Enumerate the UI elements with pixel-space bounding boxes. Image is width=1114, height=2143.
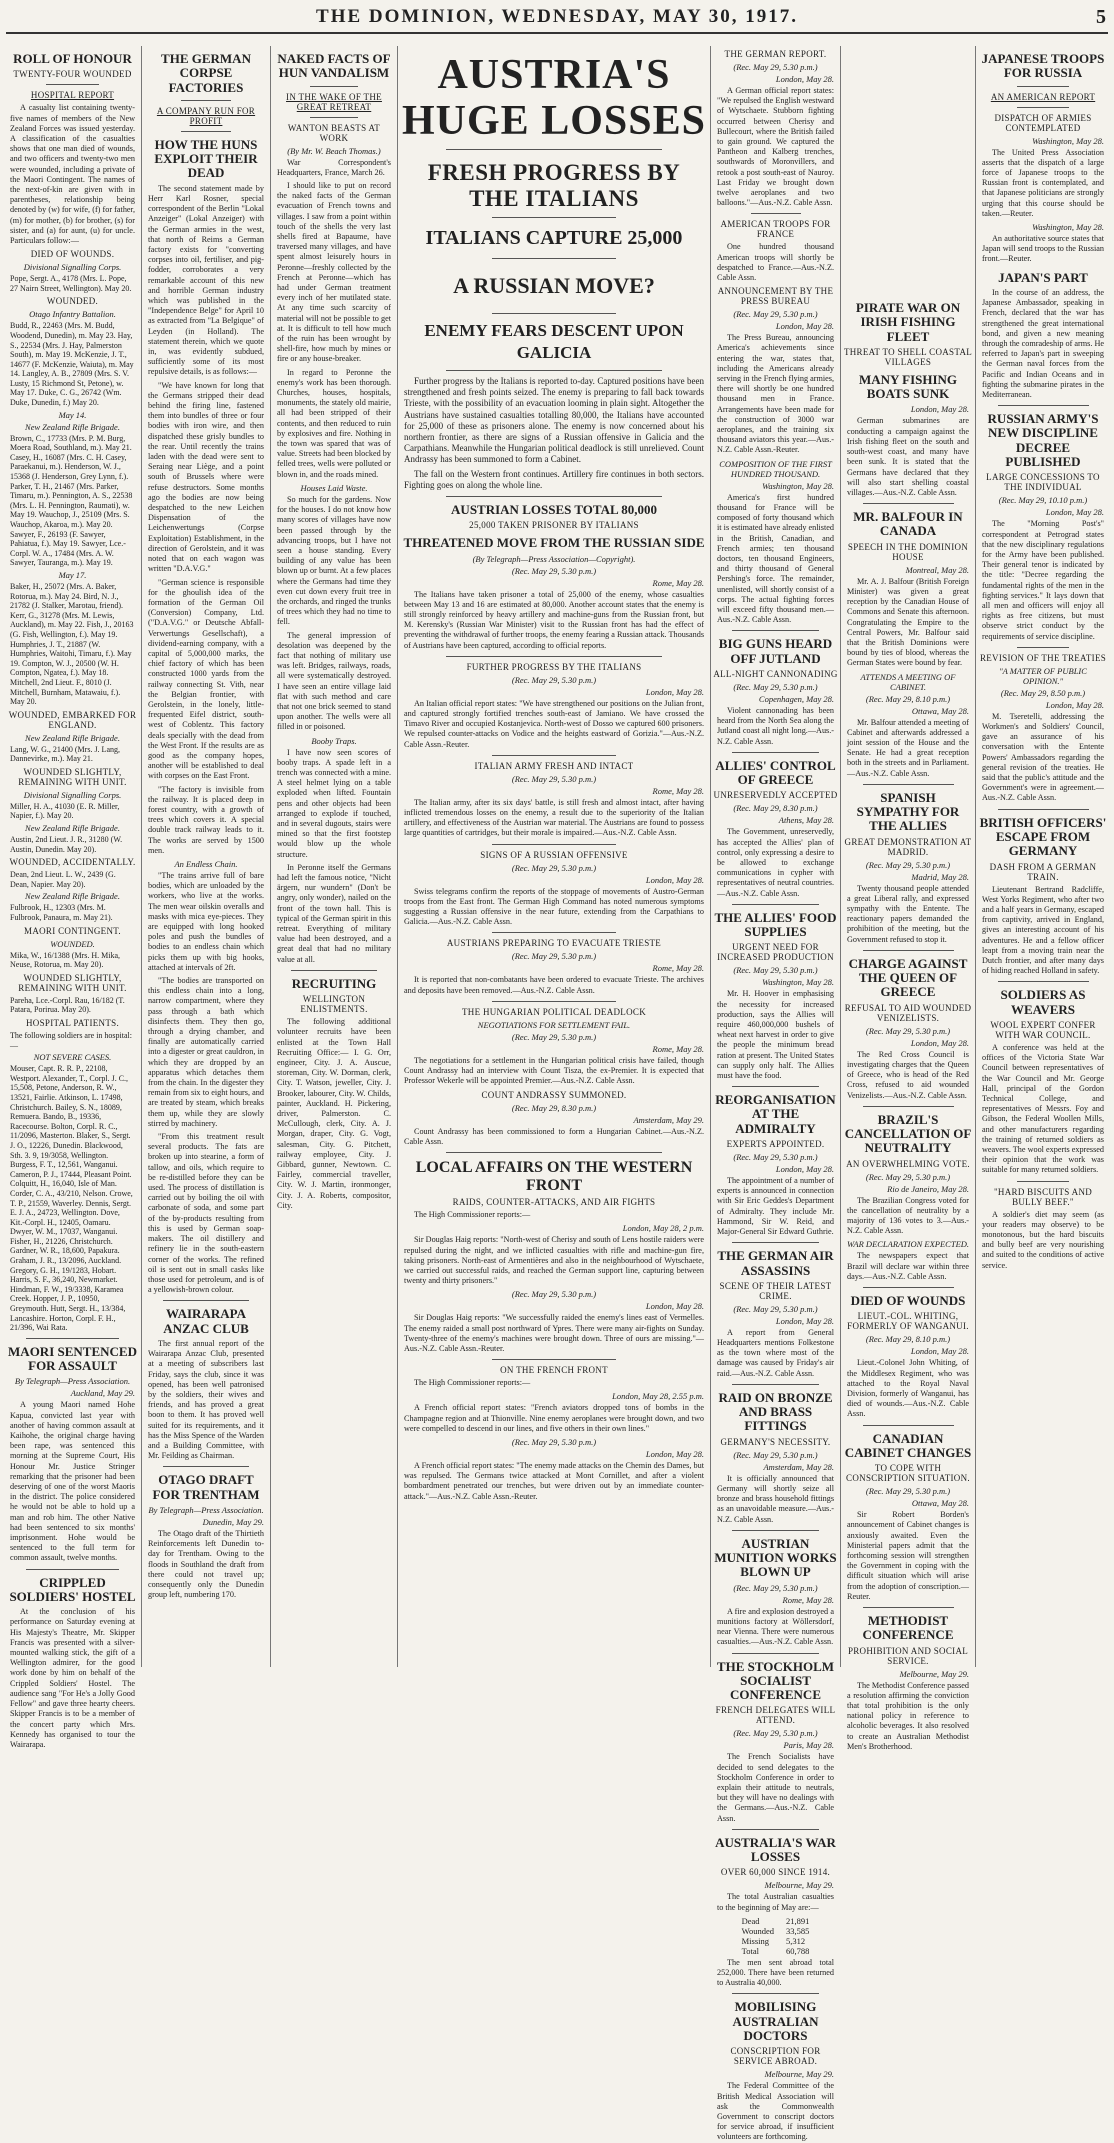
subheadline: THE GERMAN REPORT. [724,49,827,59]
dateline: London, May 28, 2.55 p.m. [612,1391,704,1402]
article-body: A casualty list containing twenty-five names of members of the New Zealand Forces was issued yesterday. A classification of the casualties shows that one man died of wounds, and two officers and twenty-two men were wounded, including a private of the Maori Contingent. The names of the next-of-kin are given with in parentheses, relationship being denoted by (w) for wife, (f) for father, (m) for mother, (b) for brother, (s) for sister, and (a) for aunt, (u) for uncle. Particulars follow:— [10,103,135,245]
headline: JAPAN'S PART [998,269,1088,285]
dateline: Washington, May 28. [1032,135,1104,146]
casualty-list: Budd, R., 22463 (Mrs. M. Budd, Woodend, Dunedin), m. May 23. Hay, S., 22534 (Mrs. J. Hay, Palmerston South), m. May 19. McKenzie, J. T., 14677 (F. McKenzie, Waiuta), m. May 14. Langley, A. B., 27809 (Mrs. S. V. Lusty, 15 Richmond St, Petone), w. May 17. Duke, C. G., 26742 (Wm. Duke, Dunedin, f.) May 20. [10,321,134,408]
unit-label: Divisional Signalling Corps. [23,789,122,800]
article-body: "German science is responsible for the ghoulish idea of the formation of the German Oil (Conversion) Company, Ltd. ("D.A.V.G." or Deutsche Abfall-Verwertungs Gesellschaft), a dividend-earning company, with a capital of 5,000,000 marks, the chief factory of which has been constructed 1000 yards from the railway connecting St. Vith, near the Belgian frontier, with Gerolstein, in the lonely, little-frequented Eifel district, south-west of Coblentz. This factory deals specially with the dead from the West Front. If the results are as good as the company hopes, another will be established to deal with corpses on the East Front. [148,577,264,781]
column-7 [978,46,1108,1667]
section-subhead: ATTENDS A MEETING OF CABINET. [860,671,956,692]
table-cell: Missing [741,1935,770,1946]
article-body: Violent cannonading has been heard from the North Sea along the Jutland coast all night long.—Aus.-N.Z. Cable Assn. [717,705,834,746]
received-time: (Rec. May 29, 5.30 p.m.) [733,62,818,72]
article-body: America's first hundred thousand for France will be composed of forty thousand which it is estimated have already enlisted in the British, Canadian, and French armies; ten thousand doctors, ten thousand Engineers, and thirty thousand of General Pershing's force. The remainder, unenlisted, will shortly consist of a corps. The actual fighting forces will exceed fifty thousand men.—Aus.-N.Z. Cable Assn. [717,492,834,625]
headline: OTAGO DRAFT FOR TRENTHAM [152,1472,260,1502]
table-cell: Wounded [741,1925,774,1936]
article-body: In the course of an address, the Japanese Ambassador, speaking in French, declared that the war has strengthened the great international bond, and given a new meaning through the comradeship of arms. He referred to Japan's part in sweeping the German naval forces from the Pacific and Indian Oceans and in fighting the submarine pirates in the Mediterranean. [982,287,1104,399]
section-subhead: Houses Laid Waste. [300,482,368,493]
received-time: (Rec. May 29, 5.30 p.m.) [865,1486,951,1497]
subheadline: A COMPANY RUN FOR PROFIT [156,105,256,126]
dateline: London, May 28. [775,321,834,332]
headline: THREATENED MOVE FROM THE RUSSIAN SIDE [403,535,705,551]
table-row [736,1916,816,1926]
article-body: The Otago draft of the Thirtieth Reinforcements left Dunedin to-day for Trentham. Owing to the floods in Southland the draft from there could not travel up; consequently only the Dunedin group left, numbering 170. [148,1528,264,1600]
dateline: Rome, May 28. [782,1594,834,1605]
column-5 [713,46,838,2142]
dateline: Montreal, May 28. [905,564,969,575]
dateline: Athens, May 28. [778,815,834,826]
article-body: The following additional volunteer recruits have been enlisted at the Town Hall Recruiting Office:— I. G. Orr, engineer, City. J. A. Auscue, storeman, City. W. Dorman, clerk, City. T. Watson, jeweller, City. J. Brooker, labourer, City. W. Childs, painter, Auckland. H. Pickering, driver, Palmerston. C. McCullough, clerk, City. A. J. Morgan, draper, City. G. Vogt, salesman, City. G. Pitchett, railway employee, City. J. Gibbard, gunner, Newtown. C. Fairley, commercial traveller, City. W. J. Martin, ironmonger, City. J. A. Roberts, compositor, City. [277,1017,391,1210]
article-body: The appointment of a number of experts is announced in connection with Sir Eric Geddes's Department of Admiralty. They include Mr. Hammond, Sir W. Reid, and Major-General Sir Edward Guthrie. [717,1176,834,1237]
headline: BRAZIL'S CANCELLATION OF NEUTRALITY [844,1111,972,1156]
article-body: German submarines are conducting a campaign against the Irish fishing fleet on the south and south-west coast, and many have been sunk. It is stated that the Germans have declared that they will also start shelling coastal villages.—Aus.-N.Z. Cable Assn. [847,416,969,497]
article-body: "The factory is invisible from the railway. It is placed deep in forest country, with a growth of trees which covers it. A special double track railway leads to it. The works are served by 1500 men. [148,784,264,855]
dateline: Rio de Janeiro, May 28. [887,1183,969,1194]
headline: METHODIST CONFERENCE [862,1613,954,1643]
unit-label: WOUNDED. [50,938,95,949]
column-divider [840,46,841,1667]
subheadline: UNRESERVEDLY ACCEPTED [713,790,838,801]
casualty-list: Brown, C., 17733 (Mrs. P. M. Burg, Moera Road, Southland, m.). May 21. Casey, H., 16087 (Mrs. C. H. Casey, Paraekanui, m.). Henderson, W. J., 15368 (J. Henderson, Grey Lynn, f.). Parker, T. H., 21467 (Mrs. Parker, Timaru, m.). Pennington, A. S., 22538 (Mrs. L. H. Pennington, Raumati), w. May 19. Wauchop, J., 25109 (Mrs. S. Wauchop, Akaroa, m.). May 20. Sawyer, F., 26193 (F. Sawyer, Pahiatua, f.). May 19. Sawyer, Lce.-Corpl. W. A., 17484 (Mrs. A. W. Sawyer, Tauranga, m.). May 19. [10,433,133,568]
received-time: (Rec. May 29, 5.30 p.m.) [733,965,818,976]
dateline: London, May 28. [1045,507,1104,518]
subheadline: COUNT ANDRASSY SUMMONED. [481,1089,627,1100]
received-time: (Rec. May 29, 5.30 p.m.) [733,1303,818,1314]
headline: JAPANESE TROOPS FOR RUSSIA [981,51,1105,81]
subheadline: SIGNS OF A RUSSIAN OFFENSIVE [480,849,628,860]
article-body: I have now seen scores of booby traps. A spade left in a trench was connected with a mine. A steel helmet lying on a table exploded when lifted. Fountain pens and other objects had been arranged to explode if touched, and in several dugouts, stairs were mined so that the first footstep would blow up the whole structure. [277,747,391,859]
article-body: The Government, unreservedly, has accepted the Allies' plan of control, only expressing a desire to be allowed to exchange communications in cypher with representatives of neutral countries.—Aus.-N.Z. Cable Assn. [717,827,834,898]
column-divider [710,46,711,1667]
article-body: The French Socialists have decided to send delegates to the Stockholm Conference in order to explain their attitude to neutrals, but they will have no dealings with the Germans.—Aus.-N.Z. Cable Assn. [717,1752,834,1823]
patient-list: Mouser, Capt. R. R. P., 22108, Westport. Alexander, T., Corpl. J. C., 15,508, Petone, Anderson, R. W., 13521, Fairlie. Atkinson, L. 17498, Christchurch. Bailey, S. N., 18089, Remuera. Bando, B., 19336, Racecourse. Bolton, Corpl. R. C., 11/2096, Masterton. Blaker, S., Sergt. J. O., 12226, Dunedin. Blackwood, Sth. 3. 9, 19/3058, Wellington. Burgess, F. T., 12,561, Wanganui. Cameron, P. J., 17444, Pleasant Point. Colquitt, H., 16,040, Isle of Man. Corder, C. A., 43/210, Nelson. Crowe, T. P., 21559, Waverley. Dennis, Sergt. E. J. A., 24723, Wellington. Dove, Kit.-Corpl. H., 12405, Oamaru. Dwyer, W. M., 17037, Wanganui. Fisher, H., 21226, Christchurch. Gardner, W. R., 18,600, Papakura. Graham, J. R., 13/2096, Auckland. Gregory, G. H., 19/1283, Hobart. Harris, S. F., 36,240, Newmarket. Hindman, F. W., 19/3338, Karamea Creek. Hopper, J. P., 10950, Greymouth. Hutt, Sergt. H., 13/384, Lancashire. Horton, Corpl. F. H., 21/396, Wai Rata. [10,1064,133,1333]
subheadline: AN OVERWHELMING VOTE. [846,1158,970,1169]
subheadline: URGENT NEED FOR INCREASED PRODUCTION [717,942,834,963]
dateline: Melbourne, May 29. [764,2069,834,2080]
subheadline: HOSPITAL REPORT [30,90,115,101]
dateline: London, May 28. [910,404,969,415]
section-heading: MAORI CONTINGENT. [24,925,121,936]
headline: ROLL OF HONOUR [13,51,132,66]
received-time: (Rec. May 29, 8.10 p.m.) [865,693,951,704]
section-heading: WOUNDED SLIGHTLY, REMAINING WITH UNIT. [18,972,127,993]
dateline: Rome, May 28. [652,785,704,796]
article-body: A French official report states: "French aviators dropped tons of bombs in the Champagne region and at Thionville. Nine enemy aeroplanes were brought down, and two were compelled to descend in our lines, and five others in their own lines." [404,1403,704,1433]
column-divider [141,46,142,1667]
table-row [736,1926,816,1936]
dateline: Washington, May 28. [1032,222,1104,233]
headline: WAIRARAPA ANZAC CLUB [163,1306,249,1336]
article-body: The Federal Committee of the British Medical Association will ask the Commonwealth Government to conscript doctors for service abroad, if insufficient volunteers are forthcoming. [717,2081,834,2142]
table-cell: 21,891 [786,1915,810,1926]
article-body: A French official report states: "The enemy made attacks on the Chemin des Dames, but was repulsed. The Germans twice attacked at Mont Cornillet, and after a violent bombardment penetrated our trenches, but were driven out by an immediate counter-attack."—Aus.-N.Z. Cable Assn.-Reuter. [404,1460,704,1501]
subheadline: ITALIAN ARMY FRESH AND INTACT [474,760,634,771]
headline: DIED OF WOUNDS [850,1293,966,1309]
received-time: (Rec. May 29, 5.30 p.m.) [511,1289,597,1300]
subheadline: SCENE OF THEIR LATEST CRIME. [719,1280,832,1301]
section-subhead: Booby Traps. [311,735,357,746]
dateline: London, May 28, 2 p.m. [622,1223,704,1234]
dateline: Washington, May 28. [762,977,834,988]
received-time: (Rec. May 29, 5.30 p.m.) [865,859,951,870]
column-6 [843,295,973,1751]
dateline: Melbourne, May 29. [899,1668,969,1679]
dateline: London, May 28. [645,686,704,697]
article-body: "We have known for long that the Germans stripped their dead behind the firing line, fastened them into bundles of three or four bodies with iron wire, and then dispatched these grisly bundles to the rear. Until recently the trains laden with the dead were sent to Seraing near Liège, and a point south of Brussels where were refuse destructors. Some months ago the bodies are now being despatched to the new Leichen Dispensation of the Leichenwertungs (Corpse Exploitation) Establishment, in the direction of Gerolstein, and it was noted that on each wagon was written "D.A.V.G." [148,380,264,574]
section-subhead: WAR DECLARATION EXPECTED. [846,1239,970,1250]
subheadline: FURTHER PROGRESS BY THE ITALIANS [466,661,642,672]
subheadline: EXPERTS APPOINTED. [726,1139,825,1150]
dateline: Melbourne, May 29. [764,1880,834,1891]
date-label: May 14. [58,409,87,420]
headline: MAORI SENTENCED FOR ASSAULT [8,1343,137,1374]
headline: RAID ON BRONZE AND BRASS FITTINGS [718,1389,833,1434]
subheadline: AUSTRIANS PREPARING TO EVACUATE TRIESTE [446,938,662,949]
article-body: A soldier's diet may seem (as your readers may observe) to be monotonous, but the hard biscuits and bully beef are very nourishing and suited to the conditions of active service. [982,1209,1104,1270]
headline: REORGANISATION AT THE ADMIRALTY [715,1092,836,1136]
headline: AUSTRIAN LOSSES TOTAL 80,000 [451,502,657,518]
article-body: The men sent abroad total 252,000. There have been returned to Australia 40,000. [717,1957,834,1988]
article-body: The United Press Association asserts that the dispatch of a large force of Japanese troops to the Russian front is contemplated, and that Japanese politicians are strongly urging that this course should be taken.—Reuter. [982,147,1104,218]
intro-text: The following soldiers are in hospital:— [10,1031,132,1050]
subheadline: WELLINGTON ENLISTMENTS. [300,994,368,1015]
unit-label: New Zealand Rifle Brigade. [25,891,120,902]
dateline: Madrid, May 28. [911,871,969,882]
casualty-list: Miller, H. A., 41030 (E. R. Miller, Napier, f.). May 20. [10,801,120,821]
subheadline: ALL-NIGHT CANNONADING [713,668,838,679]
headline: PIRATE WAR ON IRISH FISHING FLEET [855,300,961,344]
casualty-list: Dean, 2nd Lieut. L. W., 2439 (G. Dean, Napier. May 20). [10,870,116,889]
subheadline: WANTON BEASTS AT WORK [287,122,381,143]
received-time: (Rec. May 29, 5.30 p.m.) [733,681,818,692]
headline: ENEMY FEARS DESCENT UPON GALICIA [424,321,684,362]
received-time: (Rec. May 29, 5.30 p.m.) [865,1025,951,1036]
dateline: London, May 28. [1045,699,1104,710]
article-body: The second statement made by Herr Karl Rosner, special correspondent of the Berlin "Lokal Anzeiger" (Lokal Anzeiger) with the German armies in the west, that north of Reims a German factory exists for "converting corpses into oil, fertiliser, and pig-fodder, corroborates a very remarkable account of this new and horrible German industry which was published in the "Independence Belge" for April 10 as extracted from "La Belgique" of Leyden (in Holland). The statement therein, which we quote in, was evidently subdued, sufficiently some of its most repulsive details, is as follows:— [148,183,264,377]
subheadline: WOOL EXPERT CONFER WITH WAR COUNCIL. [990,1019,1096,1040]
dateline: London, May 28. [910,1037,969,1048]
article-body: Count Andrassy has been commissioned to form a Hungarian Cabinet.—Aus.-N.Z. Cable Assn. [404,1126,704,1146]
dateline: Ottawa, May 28. [911,705,969,716]
subheadline: GREAT DEMONSTRATION AT MADRID. [844,836,972,857]
headline: CANADIAN CABINET CHANGES [844,1430,972,1460]
received-time: (Rec. May 29, 5.30 p.m.) [865,1171,951,1182]
table-row [736,1936,816,1946]
article-body: The High Commissioner reports:— [414,1210,531,1220]
casualty-list: Fulbrook, H., 12303 (Mrs. M. Fulbrook, Panaura, m. May 21). [10,903,113,923]
headline: RECRUITING [291,975,377,991]
headline: MOBILISING AUSTRALIAN DOCTORS [732,1999,819,2044]
article-body: At the conclusion of his performance on Saturday evening at His Majesty's Theatre, Mr. Skipper Francis was presented with a silver-mounted walking stick, the gift of a Wellington admirer, for the good work done by him on behalf of the Crippled Soldiers' Hostel. The audience sang "For He's a Jolly Good Fellow" and gave three hearty cheers. Skipper Francis is to be a member of the concert party which Mrs. Kennedy has organised to tour the Wairarapa. [10,1607,135,1749]
headline: SOLDIERS AS WEAVERS [1000,987,1086,1017]
received-time: (Rec. May 29, 5.30 p.m.) [733,1728,818,1739]
unit-label: Otago Infantry Battalion. [29,309,116,320]
article-body: Twenty thousand people attended a great Liberal rally, and expressed sympathy with the Entente. The reactionary papers demanded the prohibition of the meeting, but the Government refused to stop it. [847,883,969,944]
headline: MR. BALFOUR IN CANADA [853,509,963,539]
article-body: War Correspondent's Headquarters, France, March 26. [277,157,391,177]
table-cell: Total [741,1945,759,1956]
dateline: London, May 28. [645,1301,704,1312]
date-label: May 17. [58,569,87,580]
article-body: Lieut.-Colonel John Whiting, of the Middlesex Regiment, who was attached to the Royal Naval Division, formerly of Wanganui, has died of wounds.—Aus.-N.Z. Cable Assn. [847,1358,969,1419]
headline: RUSSIAN ARMY'S NEW DISCIPLINE DECREE PUBLISHED [987,411,1099,470]
headline: MANY FISHING BOATS SUNK [858,371,958,402]
subheadline: SPEECH IN THE DOMINION HOUSE [847,541,969,562]
article-body: Mr. H. Hoover in emphasising the necessity for increased production, says the Allies will require 460,000,000 bushels of wheat next harvest in order to give the people the minimum bread ration at present. The United States can supply only half. The Allies must have the food. [717,989,834,1080]
casualty-list: Pareha, Lce.-Corpl. Rau, 16/182 (T. Patara, Porirua. May 20). [10,995,125,1015]
byline: (By Telegraph—Press Association—Copyright). [472,553,636,564]
section-heading: WOUNDED. [46,296,99,307]
casualty-list: Lang, W. G., 21400 (Mrs. J. Lang, Dannevirke, m.). May 21. [10,744,120,764]
received-time: (Rec. May 29, 5.30 p.m.) [511,862,597,873]
headline: BIG GUNS HEARD OFF JUTLAND [718,636,833,666]
byline: (By Mr. W. Beach Thomas.) [287,145,381,156]
subheadline: RAIDS, COUNTER-ATTACKS, AND AIR FIGHTS [452,1197,656,1208]
article-body: It is reported that non-combatants have been ordered to evacuate Trieste. The archives and deposits have been removed.—Aus.-N.Z. Cable Assn. [404,975,704,995]
headline: AUSTRIAN MUNITION WORKS BLOWN UP [714,1535,837,1580]
subheadline: AMERICAN TROOPS FOR FRANCE [720,219,831,240]
unit-label: New Zealand Rifle Brigade. [25,421,120,432]
subheadline: FRENCH DELEGATES WILL ATTEND. [715,1705,836,1726]
received-time: (Rec. May 29, 5.30 p.m.) [733,1582,818,1593]
subheadline: LARGE CONCESSIONS TO THE INDIVIDUAL [986,472,1100,493]
headline: ALLIES' CONTROL OF GREECE [715,757,836,788]
headline: HOW THE HUNS EXPLOIT THEIR DEAD [154,136,258,181]
center-feature [400,46,708,1667]
article-body: The Brazilian Congress voted for the cancellation of neutrality by a majority of 136 votes to 3.—Aus.-N.Z. Cable Assn. [847,1195,969,1236]
subheadline: LIEUT.-COL. WHITING, FORMERLY OF WANGANUI. [847,1311,969,1332]
headline: THE GERMAN CORPSE FACTORIES [161,51,251,95]
section-subhead: COMPOSITION OF THE FIRST HUNDRED THOUSAND. [719,458,832,479]
casualty-list: Mika, W., 16/1388 (Mrs. H. Mika, Neuse, Rotorua, m. May 20). [10,950,120,970]
dateline: Paris, May 28. [783,1740,834,1751]
article-body: A young Maori named Hohe Kapua, convicted last year with another of having common assault at Kaihohe, the original charge having been rape, was sentenced this morning at the Supreme Court, His Honour Mr. Justice Stringer remarking that the prisoner had been deserving of one of the worst Maoris in the district. The police considered he would not be able to hold up a man and rob him. The other Native had been sentenced to six months' imprisonment. Hohe would be sentenced to the full term for common assault, twelve months. [10,1400,135,1563]
article-body: The Red Cross Council is investigating charges that the Queen of Greece, who is head of the Red Cross, refused to aid wounded Venizelists.—Aus.-N.Z. Cable Assn. [847,1049,969,1100]
headline: A RUSSIAN MOVE? [453,273,655,298]
article-body: Mr. A. J. Balfour (British Foreign Minister) was given a great reception by the Canadian House of Commons and Senate this afternoon. Congratulating the Empire to the Central Powers, Mr. Balfour said that the British Dominions were bound by ties of blood, whereas the German States were bound by fear. [847,576,969,668]
subheadline: DISPATCH OF ARMIES CONTEMPLATED [994,112,1092,133]
article-body: One hundred thousand American troops will shortly be despatched to France.—Aus.-N.Z. Cable Assn. [717,242,834,283]
casualty-list: Austin, 2nd Lieut. J. R., 31280 (W. Austin, Dunedin. May 20). [10,835,123,854]
page-number: 5 [1096,6,1106,28]
headline: CHARGE AGAINST THE QUEEN OF GREECE [848,955,968,1000]
subheadline: TWENTY-FOUR WOUNDED [13,69,132,80]
article-body: An Italian official report states: "We have strengthened our positions on the Julian front, and captured strongly fortified trenches south-east of Jamiano. We have crossed the Timavo River and occupied Kostanjevica. North-west of Dosso we captured 600 prisoners. We repulsed counter-attacks on Vodice and the heights eastward of Gorizia."—Aus.-N.Z. Cable Assn.-Reuter. [404,698,704,749]
article-body: Mr. Balfour attended a meeting of Cabinet and afterwards addressed a joint session of the House and the Senate. He had a great reception both in the streets and in Parliament.—Aus.-N.Z. Cable Assn. [847,717,969,778]
article-body: The Methodist Conference passed a resolution affirming the conviction that total prohibition is the only national policy in reference to alcoholic beverages. It also resolved to create an Australian Methodist Men's Brotherhood. [847,1680,969,1751]
article-body: The Italian army, after its six days' battle, is still fresh and almost intact, after having inflicted tremendous losses on the enemy, a result due to the superiority of the Italian artillery, and effectiveness of the Austrian war material. The Austrians are found to possess large quantities of cartridges, but their morale is impaired.—Aus.-N.Z. Cable Assn. [404,797,704,838]
subheadline: THREAT TO SHELL COASTAL VILLAGES [843,346,973,367]
article-body: The general impression of desolation was deepened by the fact that nothing of military use was left. Bridges, railways, roads, all were systematically destroyed. I have seen an entire village laid flat with such method and care that not one brick seemed to stand upon another. The wells were all filled in or poisoned. [277,630,391,732]
section-heading: WOUNDED SLIGHTLY, REMAINING WITH UNIT. [18,766,127,787]
article-body: Swiss telegrams confirm the reports of the stoppage of movements of Austro-German troops from the East front. The German High Command has noted numerous symptoms suggesting a Russian offensive in the near future, extending from the Carpathians to Galicia.—Aus.-N.Z. Cable Assn. [404,886,704,927]
article-body: M. Tseretelli, addressing the Workmen's and Soldiers' Council, gave an assurance of his conversation with the Entente Powers' Ambassadors regarding the general revision of the treaties. He said that the public's attitude and the Government's were in agreement.—Aus.-N.Z. Cable Assn. [982,711,1104,803]
subheadline: "HARD BISCUITS AND BULLY BEEF." [993,1186,1093,1207]
headline: THE GERMAN AIR ASSASSINS [717,1248,834,1278]
main-headline: AUSTRIA'S HUGE LOSSES [402,52,706,144]
headline: FRESH PROGRESS BY THE ITALIANS [427,160,681,211]
casualty-table [736,1916,816,1956]
received-time: (Rec. May 29, 5.30 p.m.) [733,1449,818,1460]
section-subhead: An Endless Chain. [174,858,238,869]
section-heading: DIED OF WOUNDS. [30,249,115,260]
dateline: Rome, May 28. [652,963,704,974]
dateline: London, May 28. [910,1346,969,1357]
table-cell: 60,788 [786,1945,810,1956]
article-body: A conference was held at the offices of the Victoria State War Council between representatives of the War Council and Mr. George Hall, principal of the Gordon Technical College, and representatives of Messrs. Foy and Gibson, the Federal Woollen Mills, and other manufacturers regarding the training of returned soldiers as weavers. The wool experts expressed their opinion that the work was suitable for many returned soldiers. [982,1042,1104,1175]
subheadline: AN AMERICAN REPORT [990,91,1096,102]
article-body: In regard to Peronne the enemy's work has been thorough. Churches, houses, hospitals, monuments, the stately old mairie, all had been stripped of their contents, and then reduced to ruin by explosives and fire. Nothing in the town was spared that was of value. Streets had been blocked by felled trees, wells were polluted or blown in, and the roads mined. [277,367,391,479]
subheadline: OVER 60,000 SINCE 1914. [720,1867,831,1878]
received-time: (Rec. May 29, 5.30 p.m.) [511,565,597,576]
byline: By Telegraph—Press Association. [14,1376,131,1387]
article-body: "The bodies are transported on this endless chain into a long, narrow compartment, where they pass through a bath which disinfects them. They then go, through a drying chamber, and finally are automatically carried into a digester or great cauldron, in which they are dropped by an apparatus which detaches them from the chain. In the digester they remain from six to eight hours, and are treated by steam, which breaks them up, while they are slowly stirred by machinery. [148,976,264,1128]
unit-label: NOT SEVERE CASES. [33,1052,112,1063]
received-time: (Rec. May 29, 8.30 p.m.) [733,803,818,814]
headline: SPANISH SYMPATHY FOR THE ALLIES [856,789,960,834]
headline: THE STOCKHOLM SOCIALIST CONFERENCE [716,1658,835,1703]
section-heading: WOUNDED, ACCIDENTALLY. [9,857,136,868]
column-divider [397,46,398,1667]
article-body: An authoritative source states that Japan will send troops to the Russian front.—Reuter. [982,234,1104,264]
byline: By Telegraph—Press Association. [148,1504,264,1515]
article-body: The High Commissioner reports:— [414,1378,531,1388]
section-subhead: "A MATTER OF PUBLIC OPINION." [999,665,1087,686]
dateline: Ottawa, May 28. [911,1498,969,1509]
subheadline: THE HUNGARIAN POLITICAL DEADLOCK [462,1006,646,1017]
article-body: The fall on the Western front continues. Artillery fire continues in both sectors. Fighting goes on along the whole line. [404,468,704,490]
article-body: The first annual report of the Wairarapa Anzac Club, presented at a meeting of subscribers last Friday, says the club, since it was opened, has been well patronised by the soldiers, their wives and friends, and has proved a great boon to them. It has proved well suited for its requirements, and it has the Miss Spence of the Warden and a Building Committee, with Mr. Feilding as Chairman. [148,1338,264,1461]
dateline: Auckland, May 29. [70,1388,135,1399]
article-body: Lieutenant Bertrand Radcliffe, West Yorks Regiment, who after two and a half years in Germany, escaped from captivity, arrived in England, gives an interesting account of his adventures. He and a fellow officer leapt from a moving train near the Dutch frontier, and after many days of hiding reached Holland in safety. [982,884,1104,976]
article-body: Further progress by the Italians is reported to-day. Captured positions have been strengthened and fresh points seized. The enemy is preparing to fall back towards Trieste, with the possibility of an evacuation looming in plain sight. Altogether the Austrians have sustained casualties totalling 80,000, the Italians have accounted for 25,000 of these as prisoners alone. The enemy is now concerned about his northern frontier, as there are signs of a Russian offensive in Galicia and the Carpathians. Meanwhile the Hungarian political deadlock is still unrelieved. Count Andrassy has been summoned to form a Cabinet. [404,376,704,465]
dateline: Rome, May 28. [652,1043,704,1054]
received-time: (Rec. May 29, 5.30 p.m.) [511,1031,597,1042]
received-time: (Rec. May 29, 10.10 p.m.) [998,495,1088,506]
article-body: Sir Robert Borden's announcement of Cabinet changes is anxiously awaited. Even the Ministerial papers admit that the forthcoming session will strengthen the Government in coping with the difficult situation which will arise from the adoption of conscription.—Reuter. [847,1510,969,1601]
article-body: So much for the gardens. Now for the houses. I do not know how many scores of villages have now been passed through by the advancing troops, but I have not seen a house standing. Every building of any value has been blown up or burnt. At a few places where the Germans had time they even cut down every fruit tree in the orchards, and ringed the trunks of trees which they had no time to fell. [277,494,391,627]
received-time: (Rec. May 29, 5.30 p.m.) [511,773,597,784]
subheadline: REVISION OF THE TREATIES [979,652,1107,663]
article-body: "From this treatment result several products. The fats are broken up into stearine, a form of tallow, and oils, which require to be re-distilled before they can be used. The process of distillation is carried out by boiling the oil with carbonate of soda, and some part of the by-products resulting from this is used by German soap-makers. The oil distillery and refinery lie in the south-eastern corner of the works. The refined oil is sent out in small casks like those used for petroleum, and is of a yellowish-brown colour. [148,1132,264,1295]
received-time: (Rec. May 29, 8.30 p.m.) [511,1102,597,1113]
received-time: (Rec. May 29, 8.10 p.m.) [865,1334,951,1345]
received-time: (Rec. May 29, 5.30 p.m.) [511,674,597,685]
dateline: Amsterdam, May 28. [763,1461,834,1472]
dateline: Dunedin, May 29. [202,1516,264,1527]
section-heading: HOSPITAL PATIENTS. [25,1018,120,1029]
dateline: London, May 28. [645,874,704,885]
section-heading: WOUNDED, EMBARKED FOR ENGLAND. [8,709,137,730]
dateline: London, May 28. [775,1315,834,1326]
unit-label: New Zealand Rifle Brigade. [25,823,120,834]
subheadline: GERMANY'S NECESSITY. [720,1436,831,1447]
subheadline: PROHIBITION AND SOCIAL SERVICE. [847,1645,969,1666]
headline: NAKED FACTS OF HUN VANDALISM [277,51,391,81]
column-2 [144,46,268,1667]
headline: BRITISH OFFICERS' ESCAPE FROM GERMANY [979,814,1107,859]
article-body: A report from General Headquarters mentions Folkestone as the town where most of the damage was caused by Friday's air raid.—Aus.-N.Z. Cable Assn. [717,1327,834,1378]
dateline: London, May 28. [775,74,834,84]
article-body: A German official report states: "We repulsed the English westward of Wytschaete. Stubborn fighting occurred between Cherisy and Bullecourt, where the British failed to gain ground. We captured the Pantheon and Kalberg trenches, southwards of Moronvillers, and retook a post south-east of Nauroy. Last Friday we brought down twelve aeroplanes and two balloons."—Aus.-N.Z. Cable Assn. [717,86,834,208]
masthead [0,4,1114,30]
column-divider [270,46,271,1667]
article-body: The "Morning Post's" correspondent at Petrograd states that the new disciplinary regulations for the Army have been published. Their general tenor is indicated by the title: "Decree regarding the fundamental rights of the men in the fighting services." It lays down that all men and officers will enjoy all rights as free citizens, but must observe strict conduct by the requirements of service discipline. [982,519,1104,641]
article-body: The total Australian casualties to the beginning of May are:— [717,1892,834,1912]
subheadline: 25,000 TAKEN PRISONER BY ITALIANS [469,520,639,531]
masthead-title: THE DOMINION, WEDNESDAY, MAY 30, 1917. [316,6,798,27]
table-cell: 33,585 [786,1925,810,1936]
column-1 [6,46,139,1749]
received-time: (Rec. May 29, 5.30 p.m.) [733,1152,818,1163]
casualty-list: Baker, H., 25072 (Mrs. A. Baker, Rotorua, m.). May 24. Bird, N. J., 21782 (J. Stalker, Marotau, friend). Kerr, G., 31278 (Mrs. M. Lewis, Auckland), m. May 22. Fish, J., 20163 (G. Fish, Wellington, f.). May 19. Humphries, J. T., 21887 (W. Humphries, Waitohi, Timaru, f.). May 19. Compton, W. J., 20500 (W. H. Compton, Ngatea, f.). May 18. Mitchell, 2nd Lieut. F., 8010 (J. Mitchell, Burnham, Matawaiu, f.). May 20. [10,581,134,707]
casualty-list: Pope, Sergt. A., 4178 (Mrs. L. Pope, 27 Nairn Street, Wellington). May 20. [10,274,132,293]
dateline: Amsterdam, May 29. [633,1114,704,1125]
subheadline: ON THE FRENCH FRONT [500,1365,608,1376]
subheadline: ANNOUNCEMENT BY THE PRESS BUREAU [717,286,834,307]
column-divider [975,46,976,1667]
dateline: Washington, May 28. [762,480,834,491]
subheadline: TO COPE WITH CONSCRIPTION SITUATION. [846,1463,970,1484]
dateline: London, May 28. [645,1448,704,1459]
unit-label: New Zealand Rifle Brigade. [25,732,120,743]
subheadline: IN THE WAKE OF THE GREAT RETREAT [286,91,382,112]
article-body: The Press Bureau, announcing America's achievements since entering the war, states that, including the Americans already serving in the French flying armies, there will shortly be one hundred thousand men in France. Arrangements have been made for the construction of 3000 war aeroplanes, and the training six thousand aviators this year.—Aus.-N.Z. Cable Assn.-Reuter. [717,333,834,455]
dateline: Copenhagen, May 28. [758,693,834,704]
subheadline: DASH FROM A GERMAN TRAIN. [989,861,1097,882]
article-body: The Italians have taken prisoner a total of 25,000 of the enemy, whose casualties between May 13 and 16 are estimated at 80,000. Another account states that the enemy is still strongly reinforced by heavy artillery and machine-guns from the Russian front, but M. Kerensky's (Russian War Minister) visit to the Russian front has had the effect of preventing the withdrawal of further troops, the enemy fearing a Russian attack. Thousands of Austrians have been captured, according to official reports. [404,589,704,650]
dateline: London, May 28. [775,1164,834,1175]
headline: ITALIANS CAPTURE 25,000 [425,227,683,249]
article-body: The negotiations for a settlement in the Hungarian political crisis have failed, though Count Andrassy had an interview with Count Tisza, the ex-Premier. It is expected that Professor Wekerle will be appointed Premier.—Aus.-N.Z. Cable Assn. [404,1055,704,1086]
dateline: Rome, May 28. [652,577,704,588]
article-body: Sir Douglas Haig reports: "We successfully raided the enemy's lines east of Vermelles. The enemy raided a small post northward of Ypres. There were many air-fights on Sunday. Twenty-three of the enemy's machines were brought down. Three of ours are missing."—Aus.-N.Z. Cable Assn.-Reuter. [404,1313,704,1353]
headline: AUSTRALIA'S WAR LOSSES [715,1834,836,1865]
section-subhead: NEGOTIATIONS FOR SETTLEMENT FAIL. [477,1019,631,1030]
headline: CRIPPLED SOLDIERS' HOSTEL [9,1574,136,1604]
subheadline: CONSCRIPTION FOR SERVICE ABROAD. [730,2046,821,2067]
received-time: (Rec. May 29, 5.30 p.m.) [511,1436,597,1447]
table-cell: 5,312 [786,1935,806,1946]
article-body: It is officially announced that Germany will shortly seize all bronze and brass household fittings as an unavoidable measure.—Aus.-N.Z. Cable Assn. [717,1473,834,1524]
article-body: Sir Douglas Haig reports: "North-west of Cherisy and south of Lens hostile raiders were repulsed during the night, and we inflicted casualties with rifle and machine-gun fire, taking prisoners. North-east of Armentières and also in the neighbourhood of Wytschaete, we carried out successful raids, and reached the German support line, capturing between twenty and thirty prisoners." [404,1235,704,1286]
received-time: (Rec. May 29, 8.50 p.m.) [1000,687,1086,698]
table-row [736,1946,816,1956]
subheadline: REFUSAL TO AID WOUNDED VENIZELISTS. [844,1002,972,1023]
masthead-rule [6,32,1108,34]
article-body: The newspapers expect that Brazil will declare war within three days.—Aus.-N.Z. Cable Assn. [847,1251,969,1281]
headline: THE ALLIES' FOOD SUPPLIES [714,909,837,940]
column-3 [273,46,395,1667]
article-body: "The trains arrive full of bare bodies, which are unloaded by the workers, who live at the works. The men wear oilskin overalls and masks with mica eye-pieces. They are equipped with long hooked poles and push the bundles of bodies to an endless chain which picks them up with big hooks, attached at intervals of 2ft. [148,870,264,972]
unit-label: Divisional Signalling Corps. [23,262,122,273]
received-time: (Rec. May 29, 5.30 p.m.) [733,309,818,320]
article-body: A fire and explosion destroyed a munitions factory at Wöllersdorf, near Vienna. There were numerous casualties.—Aus.-N.Z. Cable Assn. [717,1606,834,1647]
article-body: In Peronne itself the Germans had left the famous notice, "Nicht ärgern, nur wundern" (Don't be angry, only wonder), nailed on the front of the town hall. This is typical of the German spirit in this retreat. Everything of military value had been destroyed, and a great deal that had no military value at all. [277,862,391,964]
headline: LOCAL AFFAIRS ON THE WESTERN FRONT [415,1158,693,1194]
article-body: I should like to put on record the naked facts of the German evacuation of French towns and villages. I saw from a point within touch of the shells the very last shells fired at Bapaume, have traversed many villages, and have spent almost leisurely hours in Peronne—freshly collected by the French at Peronne—which has had under German treatment every inch of her mutilated state. At any time such scarcity of material will not be possible to get at. It is difficult to tell how much of the ruin has been wrought by shell-fire, how much by mines or fire or any house-breaker. [277,181,391,364]
table-cell: Dead [741,1915,760,1926]
received-time: (Rec. May 29, 5.30 p.m.) [511,951,597,962]
